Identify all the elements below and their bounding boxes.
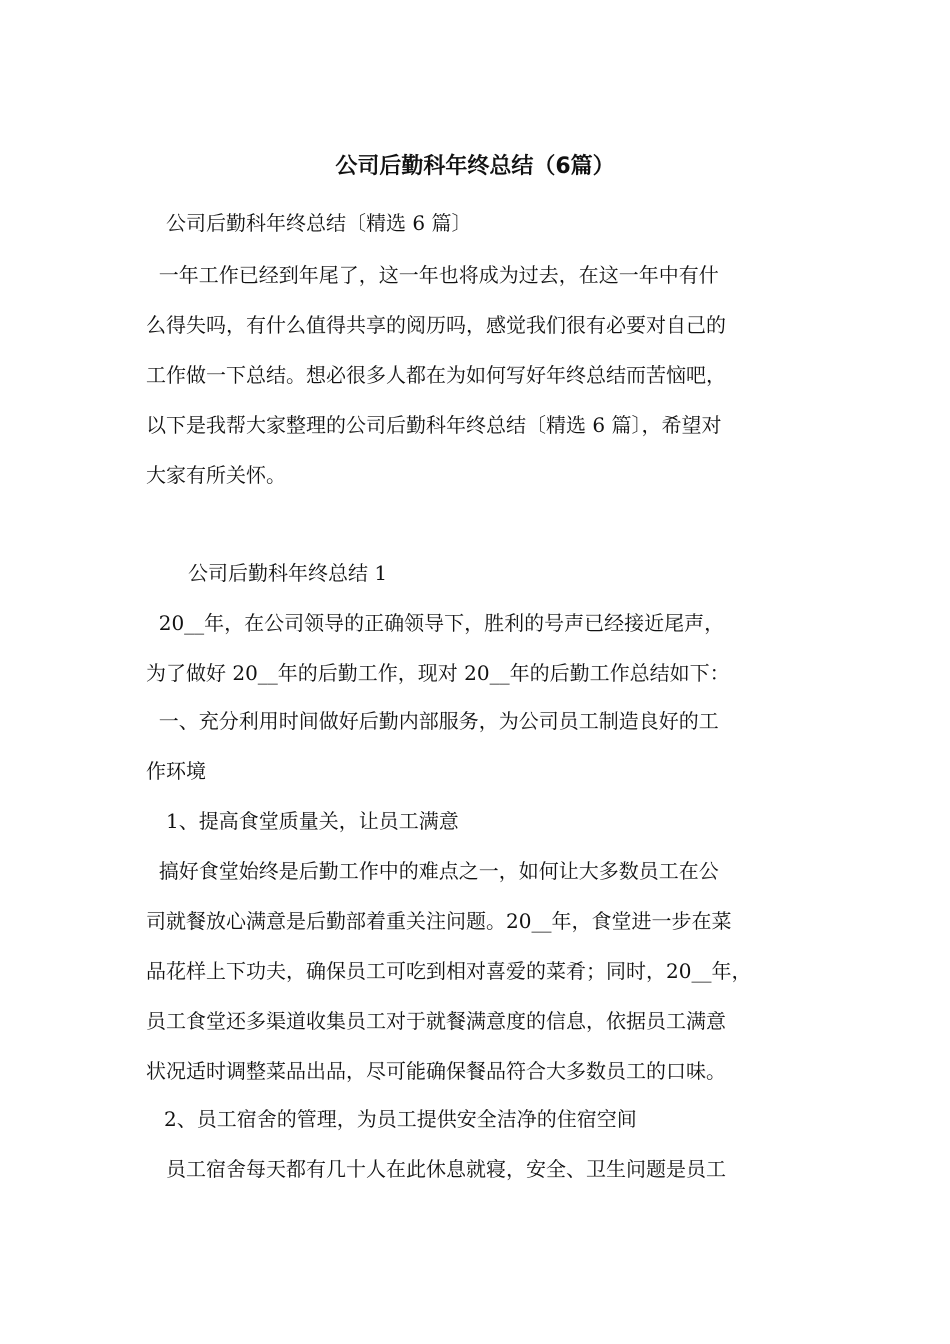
section-paragraph: [146, 598, 822, 698]
item-heading: 2、员工宿舍的管理，为员工提供安全洁净的住宿空间: [164, 1107, 637, 1131]
paragraph-line: 司就餐放心满意是后勤部着重关注问题。20__年，食堂进一步在菜: [146, 909, 732, 933]
paragraph-line: 员工宿舍每天都有几十人在此休息就寝，安全、卫生问题是员工: [166, 1157, 726, 1181]
section-heading: 公司后勤科年终总结 1: [188, 561, 388, 585]
paragraph-line: 品花样上下功夫，确保员工可吃到相对喜爱的菜肴；同时，20__年，: [146, 959, 752, 983]
heading-line: 作环境: [146, 759, 206, 783]
item-heading: 1、提高食堂质量关，让员工满意: [166, 809, 459, 833]
paragraph-line: 搞好食堂始终是后勤工作中的难点之一，如何让大多数员工在公: [146, 859, 719, 883]
intro-line: 工作做一下总结。想必很多人都在为如何写好年终总结而苦恼吧，: [146, 363, 726, 387]
paragraph-line: 状况适时调整菜品出品，尽可能确保餐品符合大多数员工的口味。: [146, 1059, 726, 1083]
intro-line: 么得失吗，有什么值得共享的阅历吗，感觉我们很有必要对自己的: [146, 313, 726, 337]
item-paragraph: [166, 1144, 842, 1194]
paragraph-line: 员工食堂还多渠道收集员工对于就餐满意度的信息，依据员工满意: [146, 1009, 726, 1033]
document-subtitle: 公司后勤科年终总结〔精选 6 篇〕: [166, 211, 472, 235]
subsection-heading: [146, 696, 822, 796]
intro-line: 一年工作已经到年尾了，这一年也将成为过去，在这一年中有什: [146, 263, 719, 287]
document-title: 公司后勤科年终总结（6篇）: [335, 154, 615, 179]
intro-paragraph: [146, 250, 822, 500]
paragraph-line: 为了做好 20__年的后勤工作，现对 20__年的后勤工作总结如下：: [146, 661, 730, 685]
intro-line: 大家有所关怀。: [146, 463, 286, 487]
heading-line: 一、充分利用时间做好后勤内部服务，为公司员工制造良好的工: [146, 709, 719, 733]
paragraph-line: 20__年，在公司领导的正确领导下，胜利的号声已经接近尾声，: [146, 611, 725, 635]
item-paragraph: [146, 846, 822, 1096]
intro-line: 以下是我帮大家整理的公司后勤科年终总结〔精选 6 篇〕，希望对: [146, 413, 722, 437]
